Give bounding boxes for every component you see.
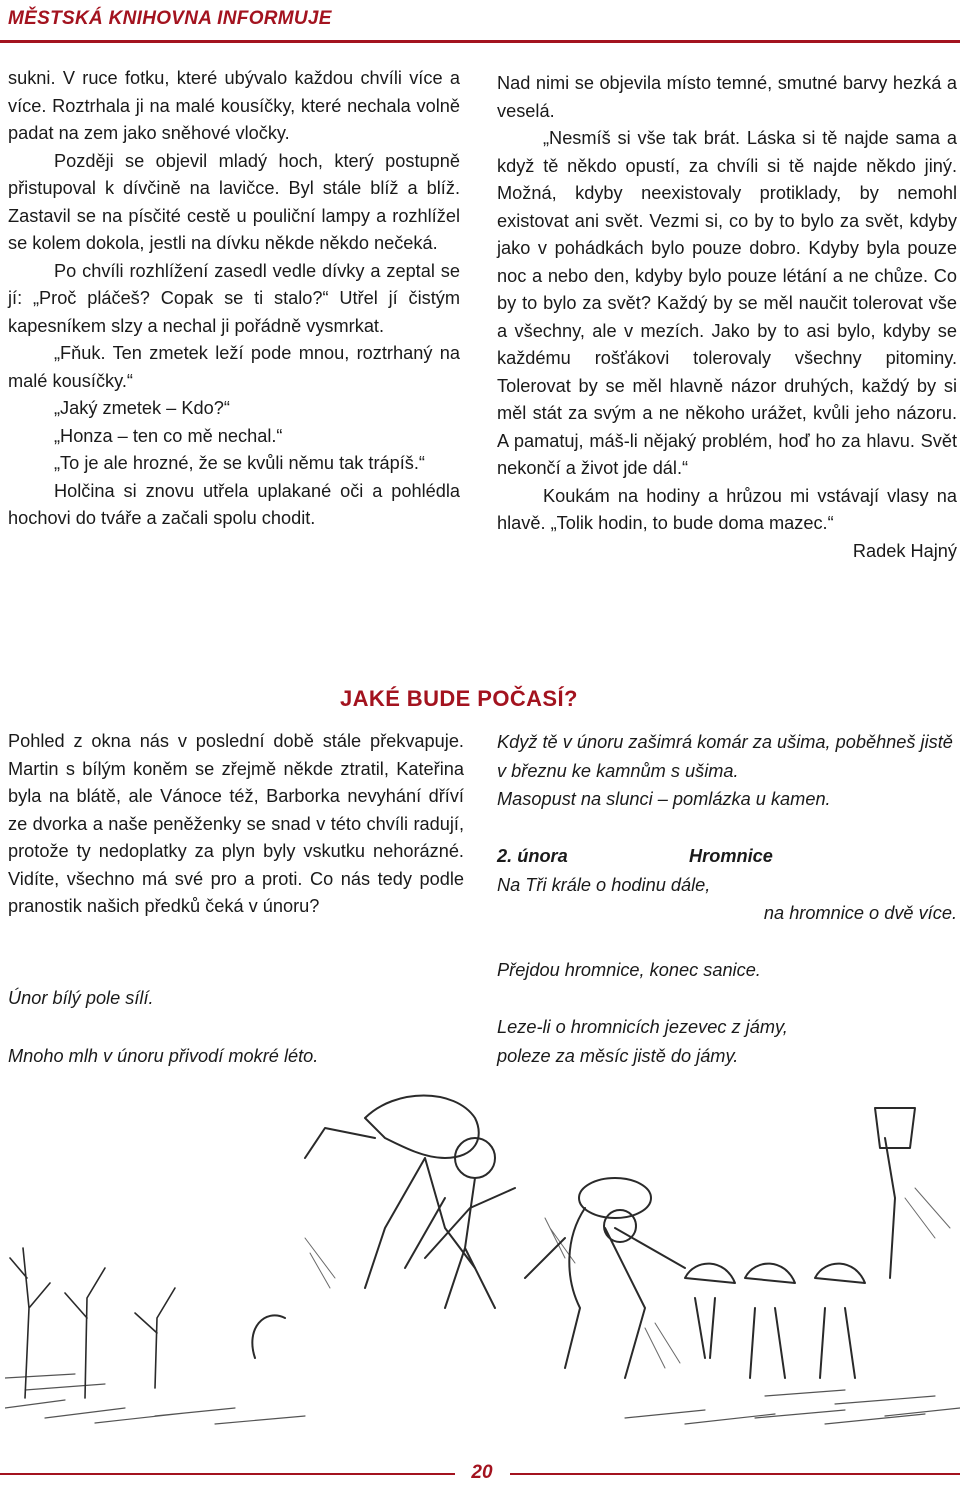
story-paragraph: Koukám na hodiny a hrůzou mi vstávají vlasy na hlavě. „Tolik hodin, to bude doma mazec.“ bbox=[497, 485, 957, 533]
date-label: 2. února bbox=[497, 846, 568, 866]
winter-illustration bbox=[5, 1078, 960, 1430]
weather-section-title: JAKÉ BUDE POČASÍ? bbox=[340, 686, 578, 711]
story-paragraph: „Fňuk. Ten zmetek leží pode mnou, roztrhaný na malé kousíčky.“ bbox=[8, 343, 460, 391]
story-paragraph: „Jaký zmetek – Kdo?“ bbox=[54, 398, 230, 418]
illustration-drawing bbox=[5, 1078, 960, 1430]
weather-intro-text: Pohled z okna nás v poslední době stále překvapuje. Martin s bílým koněm se zřejmě někde ztratil, Kateřina byla na blátě, ale Vánoce též, Barborka nevyhání dříví ze dvorka a naše peněženky se snad v této chvíli radují, protože ty nedoplatky za plyn byly vskutku nehorázné. Vidíte, všechno má své pro a proti. Co nás tedy podle pranostik našich předků čeká v únoru? bbox=[8, 731, 464, 916]
story-left-column bbox=[8, 65, 460, 533]
saying: Mnoho mlh v únoru přivodí mokré léto. bbox=[8, 1046, 319, 1066]
story-paragraph: „To je ale hrozné, že se kvůli němu tak trápíš.“ bbox=[54, 453, 425, 473]
saying-line: Leze-li o hromnicích jezevec z jámy, bbox=[497, 1017, 788, 1037]
footer-rule-left bbox=[0, 1473, 455, 1475]
saying-line: poleze za měsíc jistě do jámy. bbox=[497, 1045, 739, 1066]
saying: Únor bílý pole sílí. bbox=[8, 988, 154, 1008]
saying: Masopust na slunci – pomlázka u kamen. bbox=[497, 789, 831, 809]
story-paragraph: sukni. V ruce fotku, které ubývalo každou chvíli více a více. Roztrhala ji na malé kousíčky, které nechala volně padat na zem jako sněhové vločky. bbox=[8, 68, 460, 143]
story-paragraph: Holčina si znovu utřela uplakané oči a pohlédla hochovi do tváře a začali spolu chodit. bbox=[8, 480, 460, 528]
saying-line: Na Tři krále o hodinu dále, bbox=[497, 874, 711, 895]
story-paragraph: Nad nimi se objevila místo temné, smutné barvy hezká a veselá. bbox=[497, 73, 957, 121]
page-header bbox=[0, 0, 960, 40]
saying: Když tě v únoru zašimrá komár za ušima, poběhneš jistě v březnu ke kamnům s ušima. bbox=[497, 732, 953, 781]
story-paragraph: Po chvíli rozhlížení zasedl vedle dívky a zeptal se jí: „Proč pláčeš? Copak se ti stalo?“ Utřel jí čistým kapesníkem slzy a nechal ji pořádně vysmrkat. bbox=[8, 260, 460, 336]
sayings-right-column bbox=[497, 728, 957, 1070]
story-right-column bbox=[497, 70, 957, 565]
saying-line: na hromnice o dvě více. bbox=[763, 903, 957, 923]
weather-intro bbox=[8, 728, 464, 921]
holiday-label: Hromnice bbox=[689, 846, 773, 866]
header-rule bbox=[0, 40, 960, 43]
saying: Přejdou hromnice, konec sanice. bbox=[497, 960, 761, 980]
story-paragraph: „Nesmíš si vše tak brát. Láska si tě najde sama a když tě někdo opustí, za chvíli si tě najde někdo jiný. Možná, kdyby neexistovaly protiklady, by nemohl existovat ani svět. Vezmi si, co by to bylo za svět, kdyby jako v pohádkách bylo pouze dobro. Kdyby byla pouze noc a nebo den, kdyby bylo pouze létání a ne chůze. Co by to bylo za svět? Každý by se měl naučit tolerovat vše a všechny, ale v mezích. Jako by to asi bylo, kdyby se každému rošťákovi tolerovaly všechny pitominy. Tolerovat by se měl hlavně názor druhých, každý by si měl stát za svým a ne někoho urážet, kvůli jeho názoru. A pamatuj, máš-li nějaký problém, hoď ho za hlavu. Svět nekončí a život jde dál.“ bbox=[497, 128, 957, 478]
story-author: Radek Hajný bbox=[852, 540, 957, 561]
story-paragraph: Později se objevil mladý hoch, který postupně přistupoval k dívčině na lavičce. Byl stále blíž a blíž. Zastavil se na písčité cestě u pouliční lampy a rozhlížel se kolem dokola, jestli na dívku někde někdo nečeká. bbox=[8, 150, 460, 253]
footer-rule-right bbox=[510, 1473, 960, 1475]
header-title: MĚSTSKÁ KNIHOVNA INFORMUJE bbox=[8, 8, 332, 29]
page-number: 20 bbox=[471, 1462, 493, 1483]
story-paragraph: „Honza – ten co mě nechal.“ bbox=[54, 425, 283, 446]
date-row bbox=[497, 842, 957, 871]
